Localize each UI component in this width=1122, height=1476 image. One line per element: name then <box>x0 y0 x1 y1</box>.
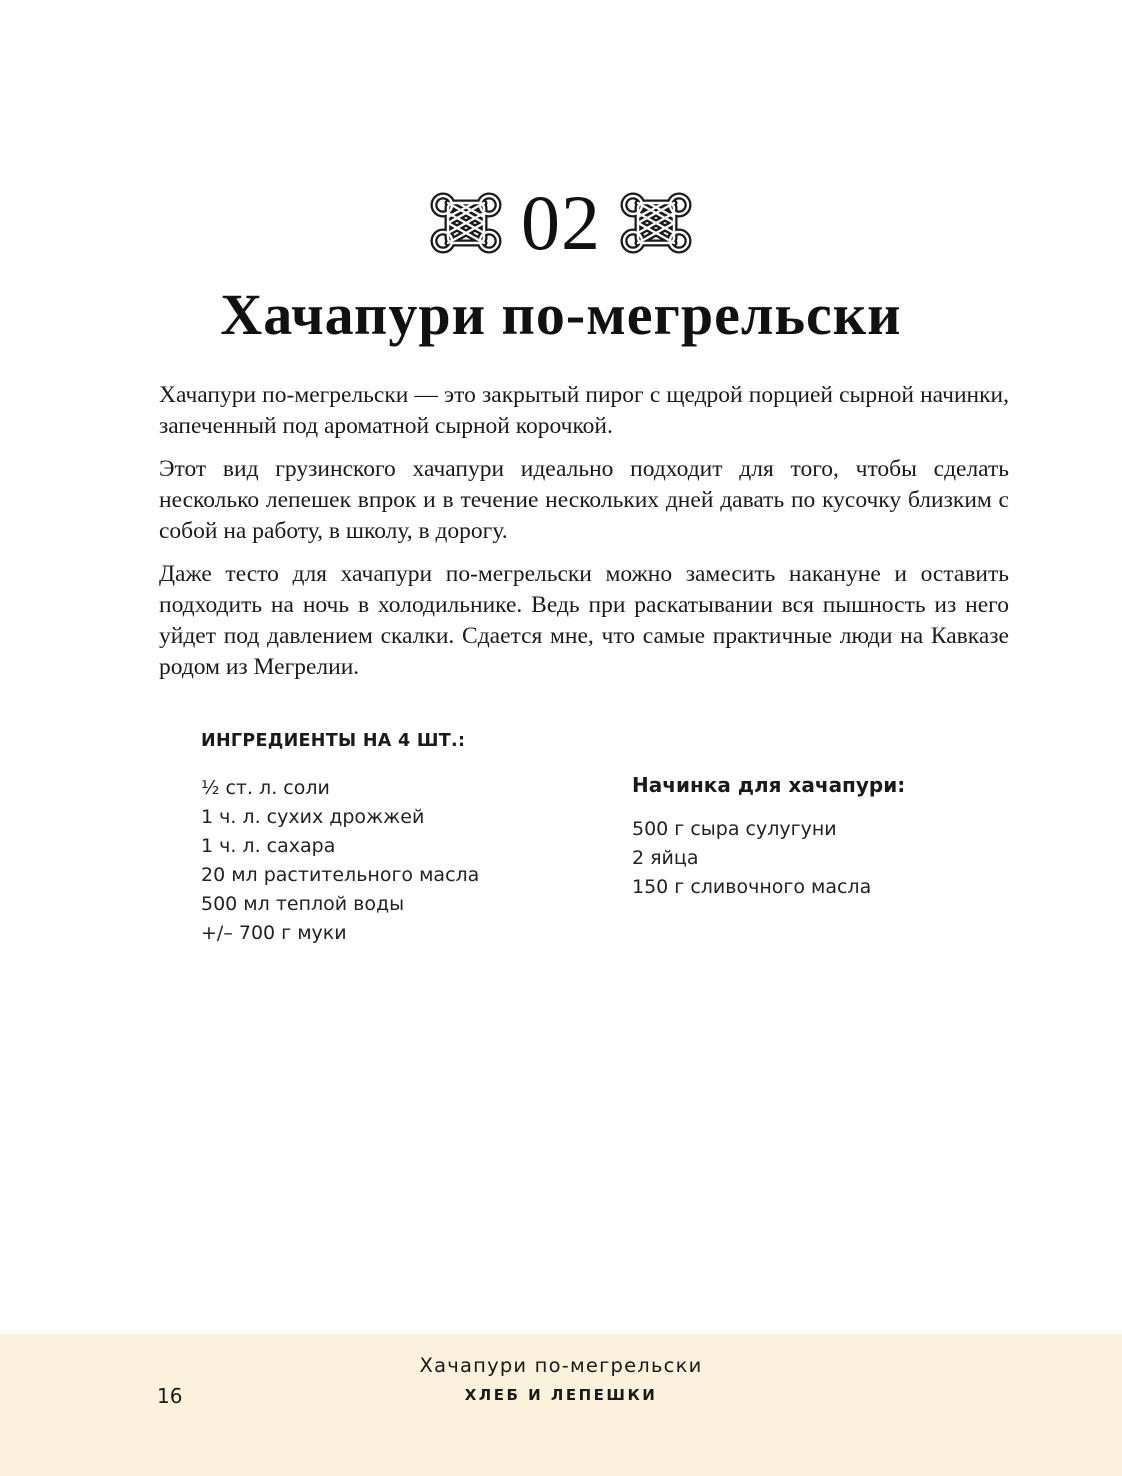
recipe-header <box>0 178 1122 268</box>
ingredient-item: 20 мл растительного масла <box>201 864 480 886</box>
ingredient-item: 1 ч. л. сахара <box>201 835 336 857</box>
ingredients-heading: ИНГРЕДИЕНТЫ НА 4 ШТ.: <box>201 731 466 751</box>
recipe-title: Хачапури по-мегрельски <box>220 282 902 347</box>
footer-recipe-title: Хачапури по-мегрельски <box>419 1354 703 1377</box>
ingredient-item: +/– 700 г муки <box>201 922 347 944</box>
ingredient-item: ½ ст. л. соли <box>201 777 330 799</box>
ingredients-list <box>201 774 479 948</box>
recipe-intro <box>159 380 1009 695</box>
filling-item: 500 г сыра сулугуни <box>632 818 837 840</box>
ingredient-item: 1 ч. л. сухих дрожжей <box>201 806 425 828</box>
intro-paragraph: Хачапури по-мегрельски — это закрытый пирог с щедрой порцией сырной начинки, запеченный под ароматной сырной корочкой. <box>159 382 1009 439</box>
recipe-number: 02 <box>521 179 601 266</box>
footer-section-name: ХЛЕБ И ЛЕПЕШКИ <box>464 1386 658 1404</box>
filling-item: 150 г сливочного масла <box>632 876 872 898</box>
celtic-knot-icon <box>429 191 503 255</box>
filling-heading: Начинка для хачапури: <box>632 773 906 797</box>
page-number: 16 <box>157 1384 183 1408</box>
ingredient-item: 500 мл теплой воды <box>201 893 405 915</box>
page-footer <box>0 1334 1122 1476</box>
filling-list <box>632 815 871 902</box>
intro-paragraph: Даже тесто для хачапури по-мегрельски можно замесить накануне и оставить подходить на ночь в холодильнике. Ведь при раскатывании вся пышность из него уйдет под давлением скалки. Сдается мне, что самые практичные люди на Кавказе родом из Мегрелии. <box>159 561 1009 680</box>
celtic-knot-icon <box>619 191 693 255</box>
filling-item: 2 яйца <box>632 847 699 869</box>
intro-paragraph: Этот вид грузинского хачапури идеально подходит для того, чтобы сделать несколько лепешек впрок и в течение нескольких дней давать по кусочку близким с собой на работу, в школу, в дорогу. <box>159 456 1009 544</box>
